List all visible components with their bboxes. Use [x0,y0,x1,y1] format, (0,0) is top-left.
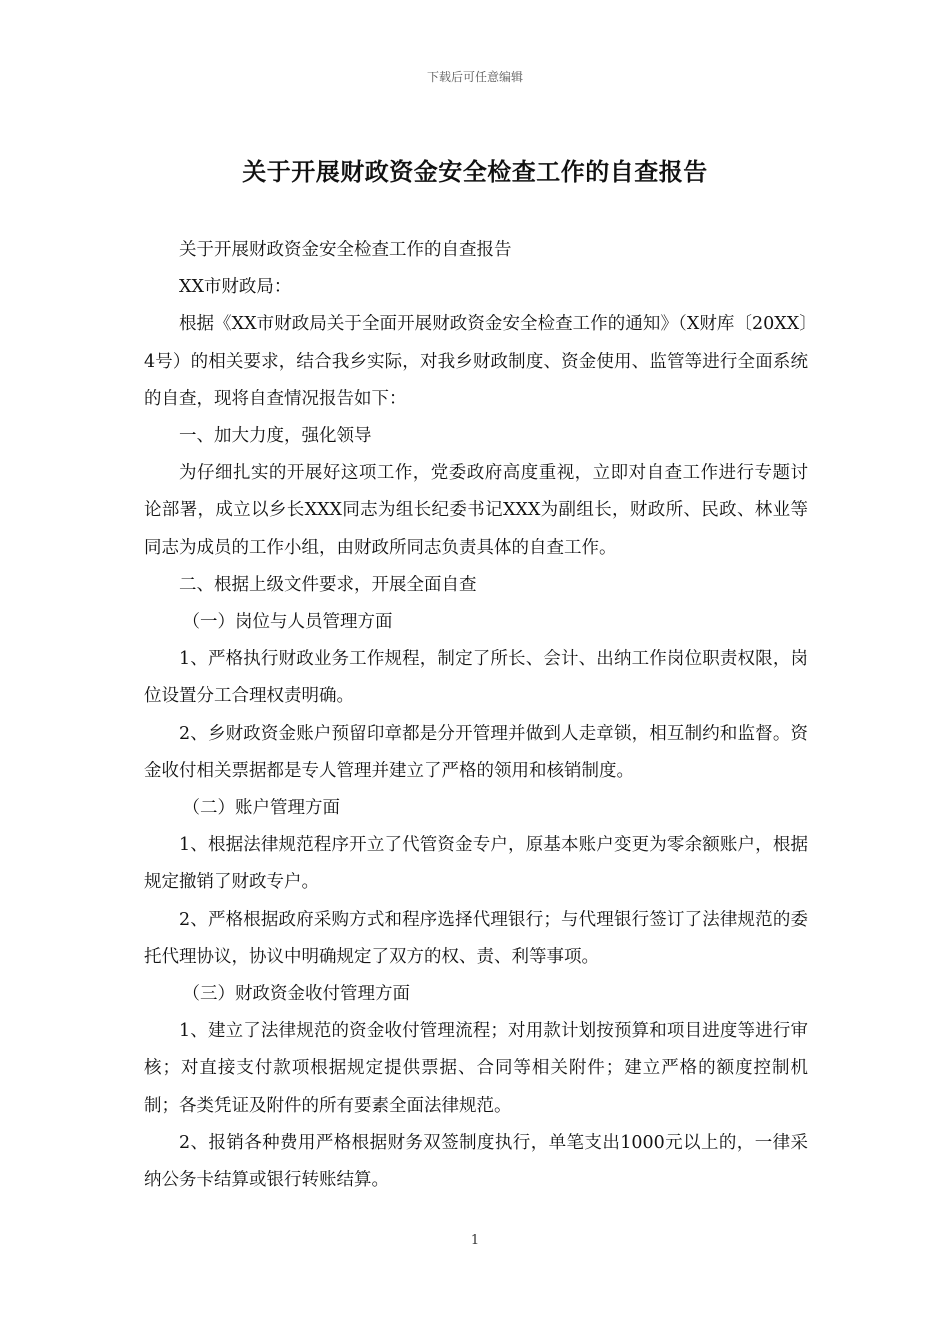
document-body [144,232,808,1199]
paragraph-item: 2、乡财政资金账户预留印章都是分开管理并做到人走章锁，相互制约和监督。资金收付相关票据都是专人管理并建立了严格的领用和核销制度。 [144,723,808,781]
paragraph-item: 2、严格根据政府采购方式和程序选择代理银行；与代理银行签订了法律规范的委托代理协议，协议中明确规定了双方的权、责、利等事项。 [144,909,808,967]
document-title: 关于开展财政资金安全检查工作的自查报告 [242,157,708,186]
subsection-heading-1: （一）岗位与人员管理方面 [182,612,393,633]
section-heading-2: 二、根据上级文件要求，开展全面自查 [179,574,477,595]
paragraph-intro: 根据《XX市财政局关于全面开展财政资金安全检查工作的通知》（X财库〔20XX〕4号）的相关要求，结合我乡实际，对我乡财政制度、资金使用、监管等进行全面系统的自查，现将自查情况报告如下： [144,314,808,409]
page-number: 1 [470,1233,480,1248]
subsection-heading-2: （二）账户管理方面 [182,798,340,819]
paragraph-report-title: 关于开展财政资金安全检查工作的自查报告 [179,240,512,260]
header-note: 下载后可任意编辑 [426,70,523,84]
paragraph-item: 1、严格执行财政业务工作规程，制定了所长、会计、出纳工作岗位职责权限，岗位设置分工合理权责明确。 [144,649,808,707]
section-heading-1: 一、加大力度，强化领导 [179,426,372,447]
paragraph-item: 1、建立了法律规范的资金收付管理流程；对用款计划按预算和项目进度等进行审核；对直接支付款项根据规定提供票据、合同等相关附件；建立严格的额度控制机制；各类凭证及附件的所有要素全面法律规范。 [144,1021,808,1116]
paragraph-item: 1、根据法律规范程序开立了代管资金专户，原基本账户变更为零余额账户，根据规定撤销了财政专户。 [144,835,808,893]
subsection-heading-3: （三）财政资金收付管理方面 [182,984,410,1005]
paragraph-leadership: 为仔细扎实的开展好这项工作，党委政府高度重视，立即对自查工作进行专题讨论部署，成立以乡长XXX同志为组长纪委书记XXX为副组长，财政所、民政、林业等同志为成员的工作小组，由财政所同志负责具体的自查工作。 [144,463,808,558]
paragraph-addressee: XX市财政局： [179,277,292,298]
paragraph-item: 2、报销各种费用严格根据财务双签制度执行，单笔支出1000元以上的，一律采纳公务卡结算或银行转账结算。 [144,1132,808,1191]
